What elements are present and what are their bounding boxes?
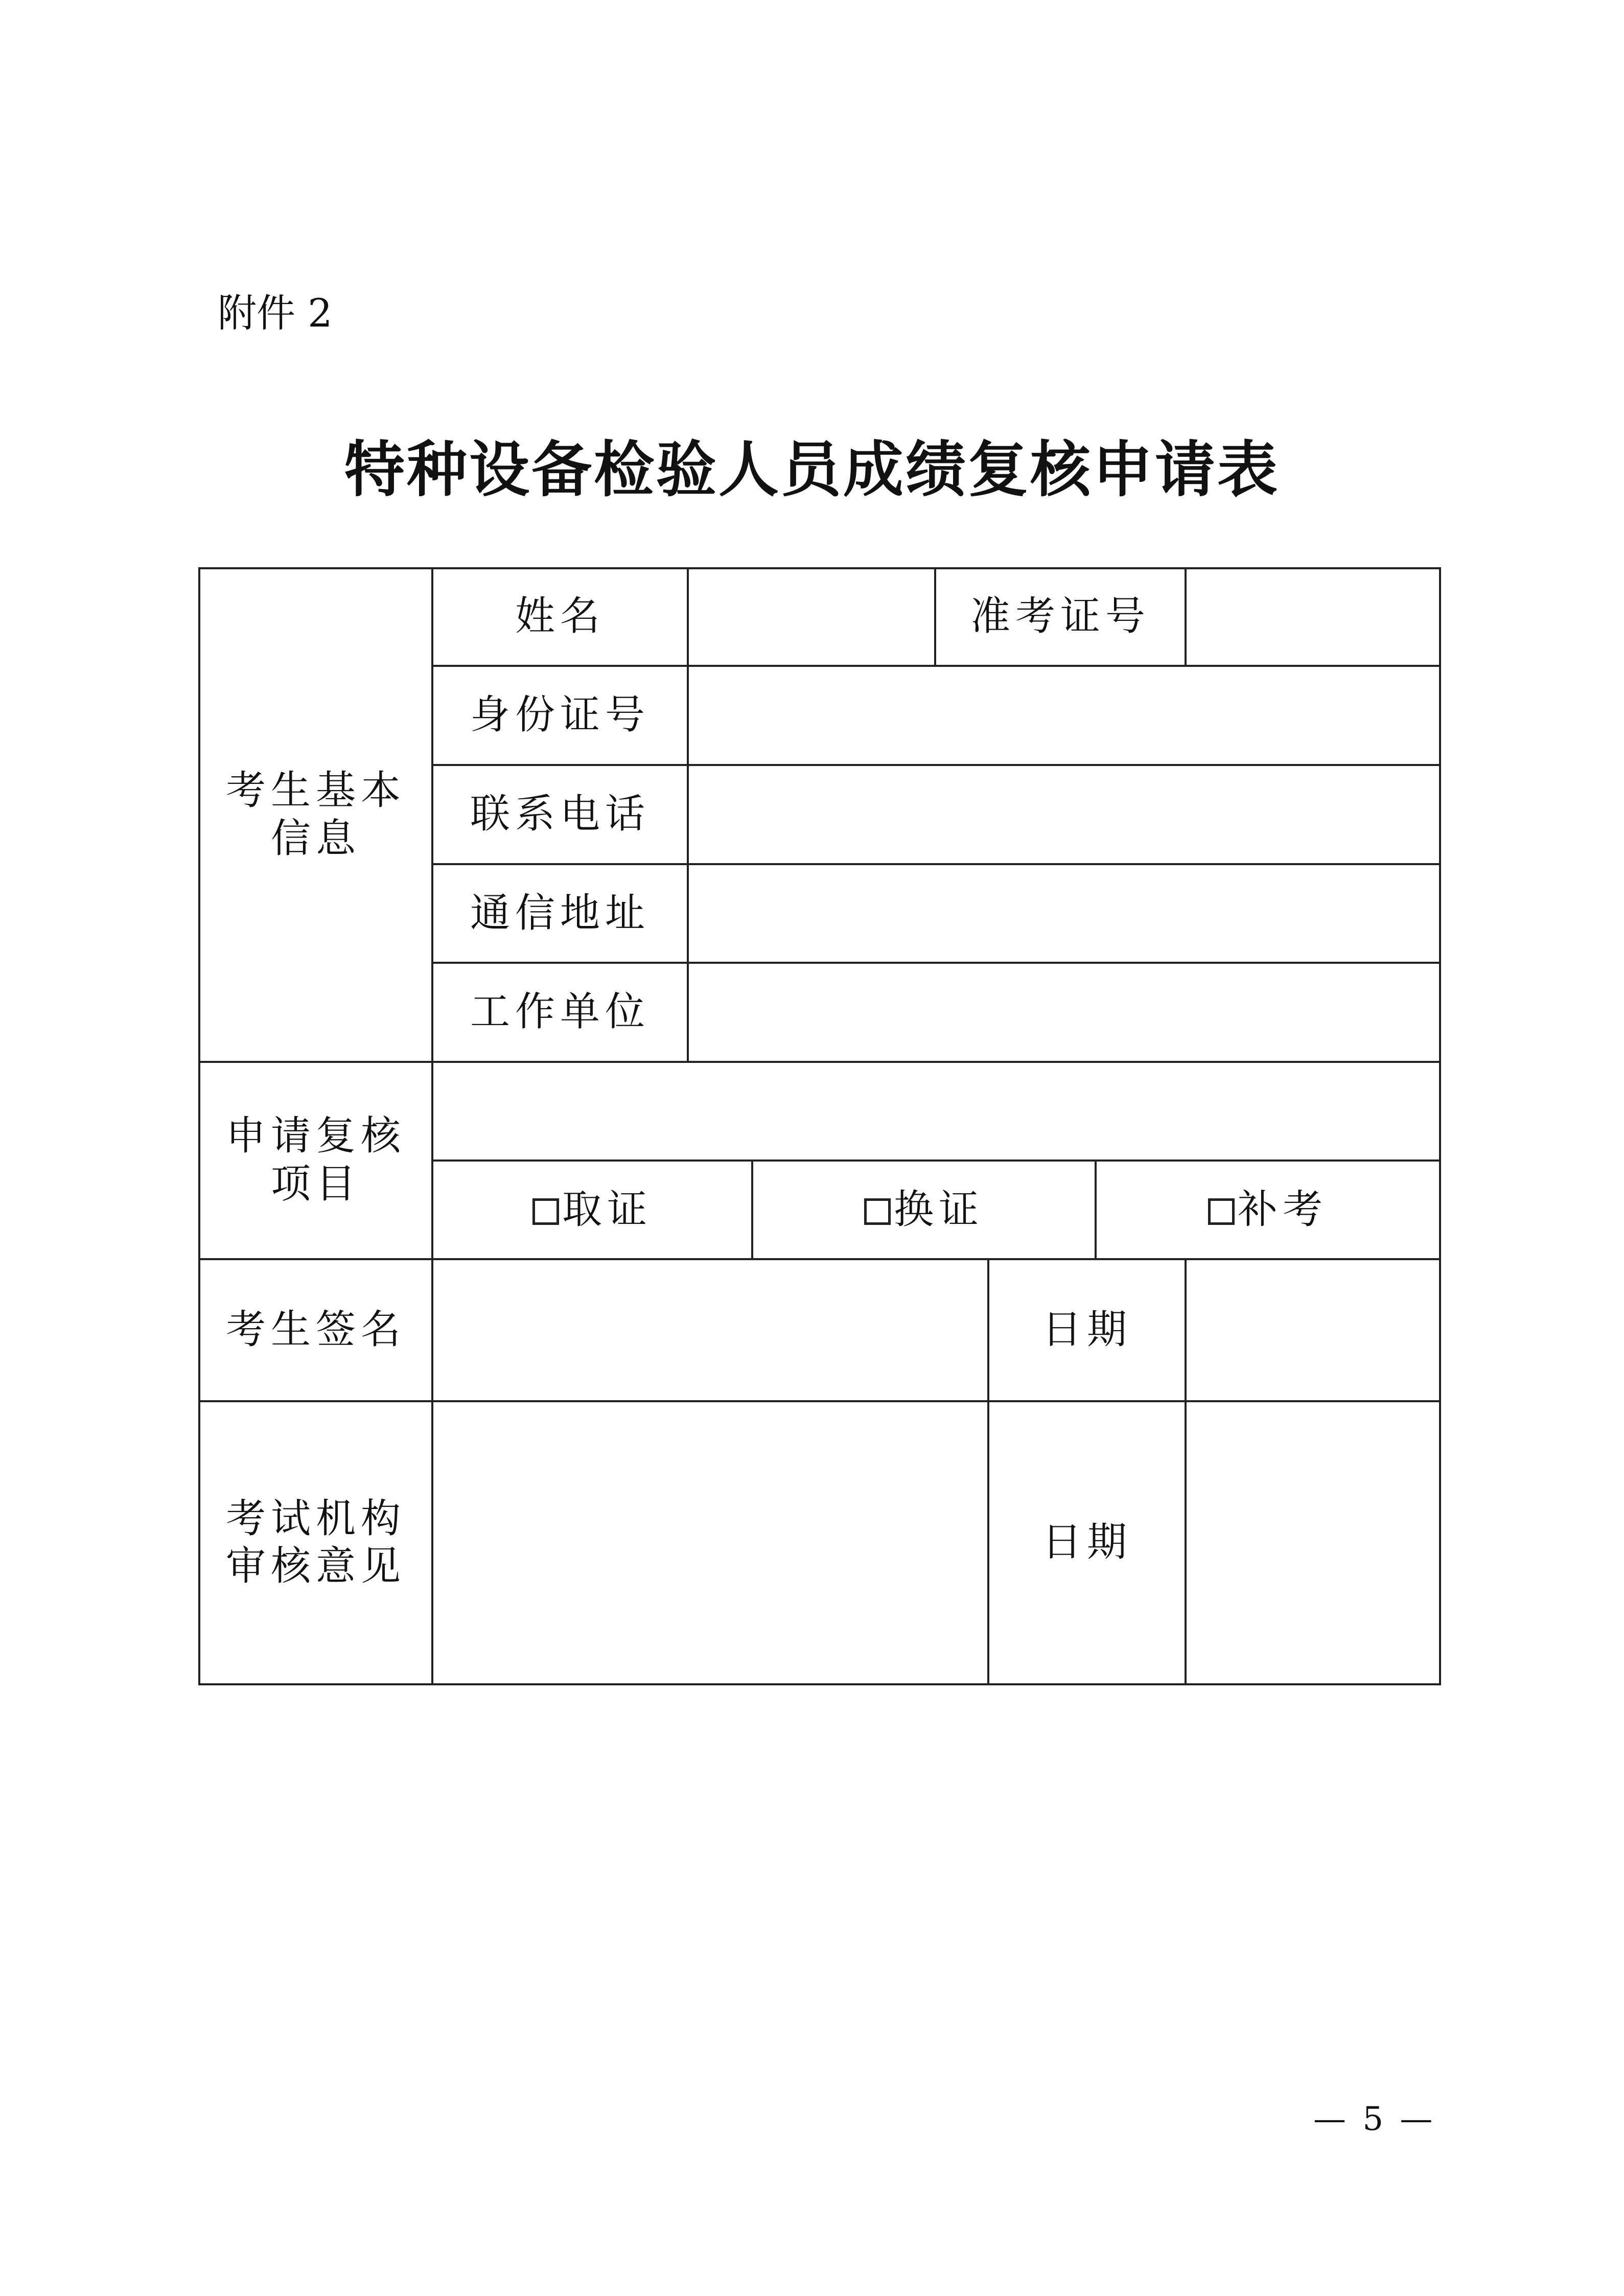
opinion-label: 考试机构 审核意见 xyxy=(199,1401,432,1684)
name-label: 姓名 xyxy=(432,568,688,666)
address-field[interactable] xyxy=(688,864,1440,963)
address-label: 通信地址 xyxy=(432,864,688,963)
id-number-field[interactable] xyxy=(688,666,1440,766)
opinion-date-field[interactable] xyxy=(1186,1401,1440,1684)
name-field[interactable] xyxy=(688,568,935,666)
exam-id-field[interactable] xyxy=(1186,568,1440,666)
id-number-label: 身份证号 xyxy=(432,666,688,766)
checkbox-retake[interactable] xyxy=(1208,1198,1235,1225)
page-number: — 5 — xyxy=(1313,2100,1436,2138)
checkbox-certificate[interactable] xyxy=(532,1198,559,1225)
review-items-field[interactable] xyxy=(432,1062,1440,1161)
attachment-label: 附件 2 xyxy=(218,290,333,336)
option-retake[interactable]: 补考 xyxy=(1096,1161,1440,1259)
basic-info-group-label: 考生基本 信息 xyxy=(199,568,432,1062)
employer-label: 工作单位 xyxy=(432,963,688,1062)
option-renewal[interactable]: 换证 xyxy=(752,1161,1096,1259)
signature-date-field[interactable] xyxy=(1186,1259,1440,1402)
signature-field[interactable] xyxy=(432,1259,988,1402)
review-application-form xyxy=(198,567,1441,1685)
opinion-field[interactable] xyxy=(432,1401,988,1684)
signature-label: 考生签名 xyxy=(199,1259,432,1402)
employer-field[interactable] xyxy=(688,963,1440,1062)
checkbox-renewal[interactable] xyxy=(864,1198,891,1225)
review-items-label: 申请复核 项目 xyxy=(199,1062,432,1259)
option-certificate[interactable]: 取证 xyxy=(432,1161,752,1259)
phone-field[interactable] xyxy=(688,765,1440,864)
exam-id-label: 准考证号 xyxy=(935,568,1186,666)
phone-label: 联系电话 xyxy=(432,765,688,864)
form-title: 特种设备检验人员成绩复核申请表 xyxy=(344,434,1280,505)
signature-date-label: 日期 xyxy=(988,1259,1186,1402)
opinion-date-label: 日期 xyxy=(988,1401,1186,1684)
